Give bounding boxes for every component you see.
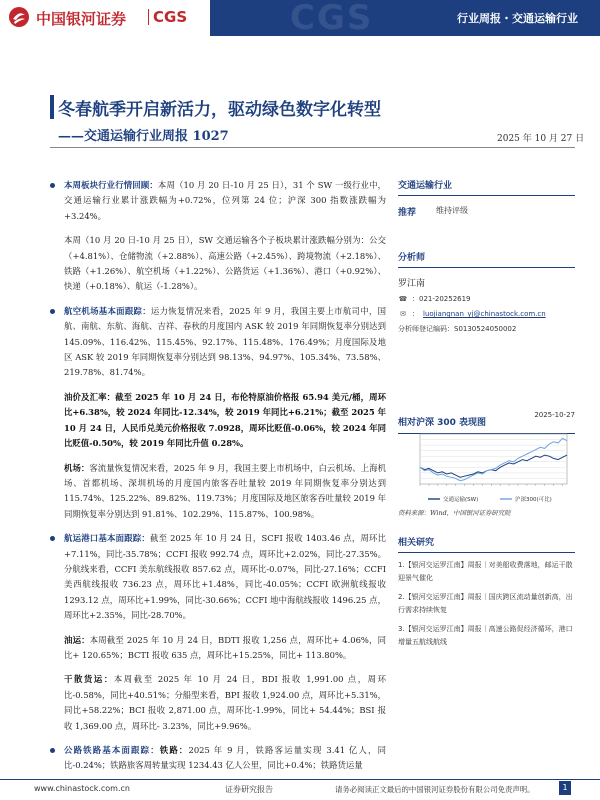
main-content [50, 178, 386, 783]
sidebar-divider [398, 552, 575, 553]
analyst-heading: 分析师 [398, 253, 426, 263]
legend-label: 沪深300(可比) [515, 497, 552, 503]
sidebar-divider [398, 195, 575, 196]
section-heading: 本周板块行业行情回顾： [64, 180, 158, 190]
rating-row [398, 205, 575, 218]
bullet-icon [50, 183, 55, 188]
email-prefix: ： [412, 310, 419, 318]
paragraph: 本周截至 2025 年 10 月 24 日，BDI 报收 1,991.00 点，周环比-0.58%，同比+40.51%；分船型来看，BPI 报收 1,924.00 点，周环比+5.31%，同比+58.22%；BCI 报收 2,871.00 点，周环比-1.99%，同比+ 54.44%；BSI 报收 1,369.00 点，周环比- 3.23%，同比+9.96%。 [64, 674, 387, 731]
phone-line [398, 294, 575, 304]
sidebar [398, 178, 575, 334]
paragraph: 本周（10 月 20 日-10 月 25 日），31 个 SW 一级行业中，交通运输行业累计涨跌幅为+0.72%，位列第 24 位；沪深 300 指数涨跌幅为+3.24%。 [64, 180, 386, 221]
section-airports [50, 461, 386, 523]
footer-divider [0, 779, 600, 780]
rating-value: 维持评级 [436, 206, 469, 215]
chart-date: 2025-10-27 [534, 411, 575, 419]
report-type: 行业周报・交通运输行业 [457, 12, 578, 25]
sub-heading: 油运： [64, 634, 90, 645]
section-tanker [50, 633, 386, 664]
chart-source: 资料来源：Wind，中国银河证券研究院 [398, 509, 511, 517]
cert-line: 分析师登记编码：S0130524050002 [398, 325, 517, 333]
header-watermark: CGS [290, 0, 374, 38]
page-number: 1 [559, 781, 571, 795]
section-oil-fx [50, 390, 386, 452]
report-date: 2025 年 10 月 27 日 [497, 134, 585, 144]
paragraph: 2025 年 9 月，铁路客运量实现 3.41 亿人，同比-0.24%；铁路旅客周转量实现 1234.43 亿人公里，同比+0.4%；铁路货运量 [64, 745, 387, 771]
bullet-icon [50, 309, 55, 314]
page-subtitle: ——交通运输行业周报 1027 [58, 129, 229, 144]
email-link[interactable]: luojiangnan_yj@chinastock.com.cn [423, 310, 546, 318]
paragraph: 截至 2025 年 10 月 24 日，布伦特原油价格报 65.94 美元/桶，周环比+6.38%，较 2024 年同比-12.34%，较 2019 年同比+6.21%；截至 2025 年 10 月 24 日，人民币兑美元价格报收 7.0928，周环比贬值-0.06%，较 2024 年同比贬值-0.50%，较 2019 年同比升值 0.28%。 [64, 391, 386, 449]
title-accent-bar [50, 95, 54, 119]
page-title: 冬春航季开启新活力，驱动绿色数字化转型 [58, 100, 381, 120]
plot-area [420, 434, 567, 484]
section-heading: 公路铁路基本面跟踪： [64, 745, 160, 755]
phone-number: ：021-20252619 [412, 295, 471, 303]
footer-label: 证券研究报告 [225, 785, 273, 794]
phone-icon: ☎ [398, 295, 408, 303]
section-road-rail [50, 743, 386, 774]
logo-icon [8, 6, 30, 28]
sub-heading: 干散货运： [64, 674, 114, 685]
section-market-review [50, 178, 386, 224]
title-divider [50, 147, 575, 148]
footer-disclaimer: 请务必阅读正文最后的中国银河证券股份有限公司免责声明。 [335, 785, 535, 794]
bullet-icon [50, 536, 55, 541]
paragraph: 本周截至 2025 年 10 月 24 日，BDTI 报收 1,256 点，周环比+ 4.06%，同比+ 120.65%；BCTI 报收 635 点，周环比+15.25%，同比+ 113.80%。 [64, 634, 386, 660]
section-aviation [50, 304, 386, 381]
sub-heading: 机场： [64, 462, 90, 473]
sidebar-divider [398, 267, 575, 268]
related-item[interactable]: 2.【银河交运罗江南】周报｜国庆跨区流动量创新高，出行需求持续恢复 [398, 593, 573, 614]
section-heading: 航空机场基本面跟踪： [64, 305, 151, 316]
section-heading: 航运港口基本面跟踪： [64, 533, 150, 544]
performance-chart [398, 430, 575, 506]
logo-divider [148, 9, 149, 25]
analyst-name: 罗江南 [398, 279, 426, 289]
paragraph: 本周（10 月 20 日-10 月 25 日），SW 交通运输各个子板块累计涨跌幅分别为：公交（+4.81%）、仓储物流（+2.88%）、高速公路（+2.45%）、跨境物流（+2.18%）、铁路（+1.26%）、航空机场（+1.22%）、公路货运（+1.36%）、港口（+0.92%）、快递（+0.18%）、航运（-1.28%）。 [64, 235, 386, 292]
rating-label: 推荐 [398, 208, 417, 218]
email-line [398, 309, 575, 319]
section-shipping [50, 531, 386, 623]
paragraph: 客流量恢复情况来看，2025 年 9 月，我国主要上市机场中，白云机场、上海机场、首都机场、深圳机场的月度国内旅客吞吐量较 2019 年同期恢复率分别达到 115.74%、125.22%、89.82%、119.73%；月度国际及地区旅客吞吐量较 2019 年同期恢复率分别达到 91.81%、102.29%、115.87%、100.98%。 [64, 462, 386, 519]
bullet-icon [50, 748, 55, 753]
related-research [398, 535, 575, 649]
legend-label: 交通运输(SW) [443, 497, 479, 503]
logo-en: CGS [153, 8, 188, 26]
related-heading: 相关研究 [398, 538, 435, 548]
sub-heading: 铁路： [159, 745, 189, 755]
section-dry-bulk [50, 672, 386, 734]
sub-heading: 油价及汇率： [64, 391, 116, 402]
logo-cn: 中国银河证券 [36, 10, 127, 28]
industry-heading: 交通运输行业 [398, 181, 453, 191]
related-item[interactable]: 3.【银河交运罗江南】周报｜高速公路促经济循环，港口增量五航线航线 [398, 625, 573, 646]
logo-box [0, 0, 210, 36]
footer-url[interactable]: www.chinastock.com.cn [34, 784, 130, 793]
chart-title: 相对沪深 300 表现图 [398, 418, 487, 428]
related-item[interactable]: 1.【银河交运罗江南】周报｜对美船收费落地，邮运干散迎景气催化 [398, 561, 573, 582]
paragraph: 运力恢复情况来看，2025 年 9 月，我国主要上市航司中，国航、南航、东航、海航、吉祥、春秋的月度国内 ASK 较 2019 年同期恢复率分别达到 145.09%、116.42%、115.45%、92.17%、115.48%、176.49%；月度国际及地区 ASK 较 2019 年同期恢复率分别达到 98.13%、94.97%、105.34%、73.58%、219.78%、81.74%。 [64, 305, 386, 378]
section-subsectors [50, 233, 386, 295]
email-icon: ✉ [400, 310, 406, 318]
paragraph: 截至 2025 年 10 月 24 日，SCFI 报收 1403.46 点，周环比+7.11%，同比-35.78%；CCFI 报收 992.74 点，周环比+2.02%，同比-27.35%。分航线来看，CCFI 美东航线报收 857.62 点，周环比-0.07%，同比-27.16%；CCFI 美西航线报收 736.23 点，周环比+1.48%，同比-40.05%；CCFI 欧洲航线报收 1293.12 点，周环比+1.99%，同比-30.66%；CCFI 地中海航线报收 1496.25 点，周环比+2.35%，同比-28.70%。 [64, 533, 387, 621]
